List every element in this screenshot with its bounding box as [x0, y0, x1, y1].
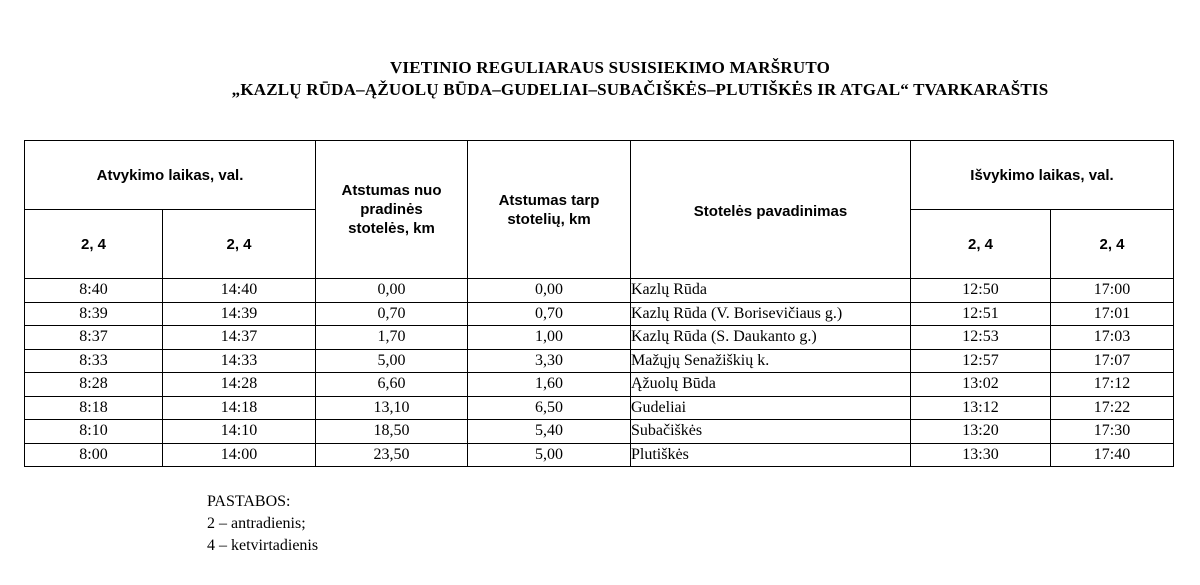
departure-time-1: 12:50 [911, 279, 1051, 303]
distance-from-start: 6,60 [316, 373, 468, 397]
departure-time-1: 13:02 [911, 373, 1051, 397]
departure-time-2: 17:00 [1051, 279, 1174, 303]
departure-time-2: 17:07 [1051, 349, 1174, 373]
stop-name: Kazlų Rūda (S. Daukanto g.) [631, 326, 911, 350]
arrival-time-1: 8:28 [25, 373, 163, 397]
table-row [25, 326, 1174, 350]
header-distance-between: Atstumas tarp stotelių, km [468, 141, 631, 279]
document-title-line2: „KAZLŲ RŪDA–ĄŽUOLŲ BŪDA–GUDELIAI–SUBAČIŠKĖS–PLUTIŠKĖS IR ATGAL“ TVARKARAŠTIS [231, 80, 1049, 99]
departure-time-1: 12:51 [911, 302, 1051, 326]
distance-between: 1,00 [468, 326, 631, 350]
distance-from-start: 0,00 [316, 279, 468, 303]
arrival-time-2: 14:18 [163, 396, 316, 420]
distance-between: 5,40 [468, 420, 631, 444]
header-departure-days-2: 2, 4 [1051, 210, 1174, 279]
header-arrival-days-1: 2, 4 [25, 210, 163, 279]
distance-between: 0,70 [468, 302, 631, 326]
departure-time-2: 17:22 [1051, 396, 1174, 420]
table-row [25, 443, 1174, 467]
arrival-time-1: 8:40 [25, 279, 163, 303]
table-row [25, 302, 1174, 326]
stop-name: Kazlų Rūda (V. Borisevičiaus g.) [631, 302, 911, 326]
stop-name: Plutiškės [631, 443, 911, 467]
header-distance-from-start: Atstumas nuo pradinės stotelės, km [316, 141, 468, 279]
stop-name: Kazlų Rūda [631, 279, 911, 303]
arrival-time-1: 8:10 [25, 420, 163, 444]
departure-time-1: 12:57 [911, 349, 1051, 373]
arrival-time-1: 8:18 [25, 396, 163, 420]
stop-name: Ąžuolų Būda [631, 373, 911, 397]
departure-time-1: 13:12 [911, 396, 1051, 420]
distance-from-start: 23,50 [316, 443, 468, 467]
document-title-line1: VIETINIO REGULIARAUS SUSISIEKIMO MARŠRUTO [389, 58, 831, 77]
departure-time-2: 17:01 [1051, 302, 1174, 326]
notes-heading: PASTABOS: [207, 493, 291, 510]
distance-from-start: 1,70 [316, 326, 468, 350]
arrival-time-1: 8:33 [25, 349, 163, 373]
stop-name: Subačiškės [631, 420, 911, 444]
arrival-time-1: 8:00 [25, 443, 163, 467]
schedule-table [24, 140, 1174, 467]
distance-between: 6,50 [468, 396, 631, 420]
distance-from-start: 5,00 [316, 349, 468, 373]
departure-time-2: 17:12 [1051, 373, 1174, 397]
departure-time-2: 17:03 [1051, 326, 1174, 350]
header-arrival: Atvykimo laikas, val. [25, 141, 316, 210]
departure-time-2: 17:40 [1051, 443, 1174, 467]
departure-time-1: 13:30 [911, 443, 1051, 467]
distance-from-start: 18,50 [316, 420, 468, 444]
arrival-time-2: 14:28 [163, 373, 316, 397]
header-departure: Išvykimo laikas, val. [911, 141, 1174, 210]
arrival-time-2: 14:10 [163, 420, 316, 444]
header-departure-days-1: 2, 4 [911, 210, 1051, 279]
arrival-time-2: 14:39 [163, 302, 316, 326]
departure-time-2: 17:30 [1051, 420, 1174, 444]
distance-between: 3,30 [468, 349, 631, 373]
arrival-time-2: 14:33 [163, 349, 316, 373]
note-item: 2 – antradienis; [207, 515, 306, 532]
header-arrival-days-2: 2, 4 [163, 210, 316, 279]
stop-name: Gudeliai [631, 396, 911, 420]
departure-time-1: 13:20 [911, 420, 1051, 444]
distance-from-start: 13,10 [316, 396, 468, 420]
table-row [25, 349, 1174, 373]
note-item: 4 – ketvirtadienis [207, 537, 319, 554]
stop-name: Mažųjų Senažiškių k. [631, 349, 911, 373]
table-row [25, 279, 1174, 303]
notes-section [207, 491, 318, 557]
arrival-time-2: 14:40 [163, 279, 316, 303]
distance-between: 1,60 [468, 373, 631, 397]
distance-between: 5,00 [468, 443, 631, 467]
header-stop-name: Stotelės pavadinimas [631, 141, 911, 279]
distance-from-start: 0,70 [316, 302, 468, 326]
table-row [25, 373, 1174, 397]
table-row [25, 396, 1174, 420]
table-row [25, 420, 1174, 444]
arrival-time-1: 8:37 [25, 326, 163, 350]
arrival-time-2: 14:37 [163, 326, 316, 350]
arrival-time-1: 8:39 [25, 302, 163, 326]
departure-time-1: 12:53 [911, 326, 1051, 350]
arrival-time-2: 14:00 [163, 443, 316, 467]
distance-between: 0,00 [468, 279, 631, 303]
